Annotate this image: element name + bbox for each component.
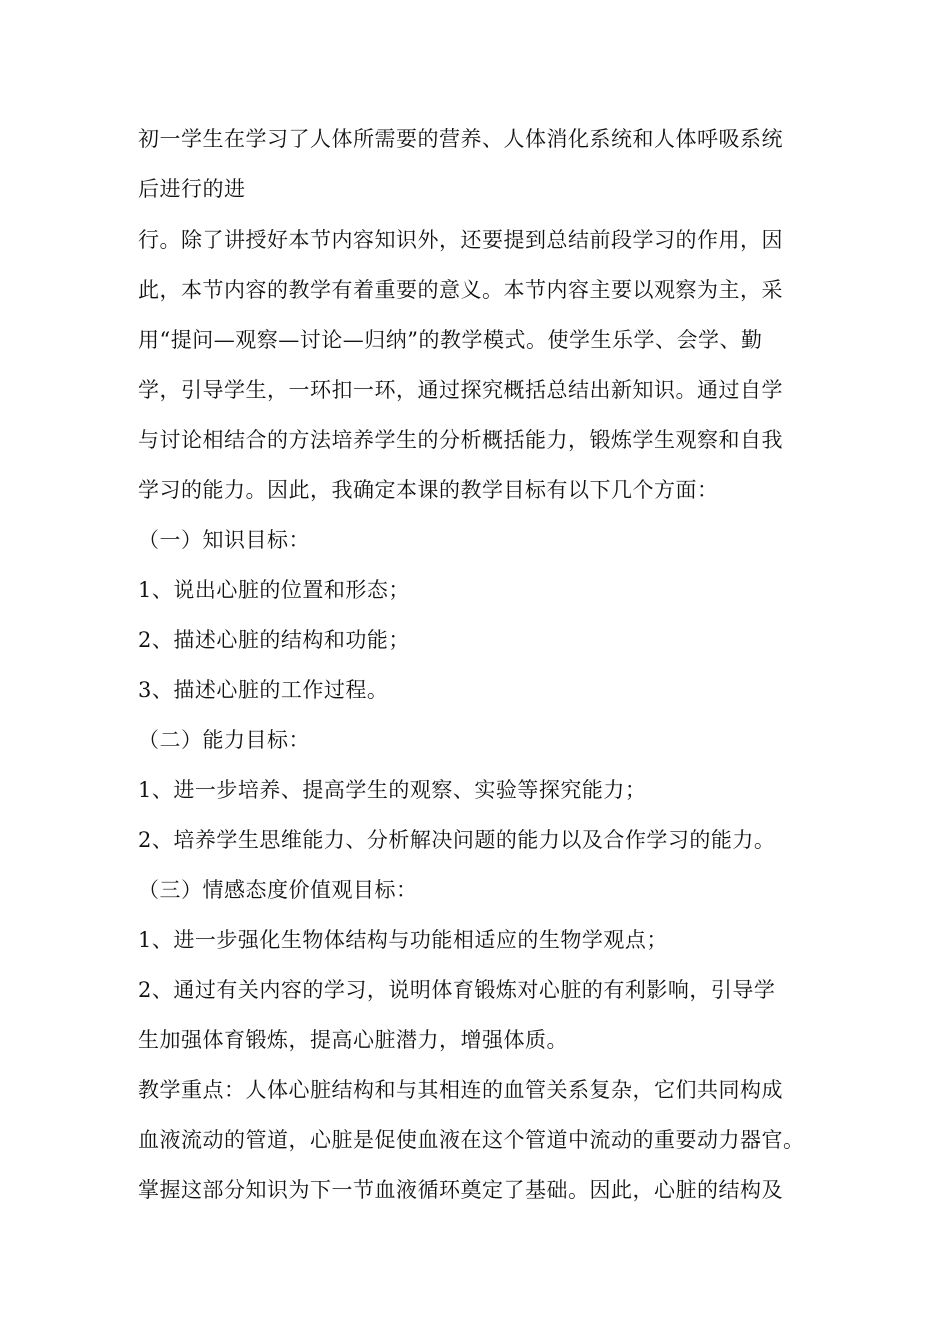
text-line: 此，本节内容的教学有着重要的意义。本节内容主要以观察为主，采 (138, 278, 783, 302)
text-line: 学习的能力。因此，我确定本课的教学目标有以下几个方面： (138, 478, 719, 502)
text-line: 教学重点：人体心脏结构和与其相连的血管关系复杂，它们共同构成 (138, 1078, 783, 1102)
section-heading-ability: （二）能力目标： (138, 728, 310, 752)
section-heading-knowledge: （一）知识目标： (138, 528, 310, 552)
text-line: 用“提问—观察—讨论—归纳”的教学模式。使学生乐学、会学、勤 (138, 328, 763, 352)
list-item: 2、描述心脏的结构和功能； (138, 628, 410, 652)
list-item: 2、培养学生思维能力、分析解决问题的能力以及合作学习的能力。 (138, 828, 776, 852)
text-line: 血液流动的管道，心脏是促使血液在这个管道中流动的重要动力器官。 (138, 1128, 805, 1152)
list-item: 1、进一步培养、提高学生的观察、实验等探究能力； (138, 778, 647, 802)
text-line: 后进行的进 (138, 177, 246, 201)
list-item: 2、通过有关内容的学习，说明体育锻炼对心脏的有利影响，引导学 (138, 978, 776, 1002)
text-line: 与讨论相结合的方法培养学生的分析概括能力，锻炼学生观察和自我 (138, 428, 783, 452)
section-heading-emotion: （三）情感态度价值观目标： (138, 878, 418, 902)
text-line: 生加强体育锻炼，提高心脏潜力，增强体质。 (138, 1028, 568, 1052)
text-line: 掌握这部分知识为下一节血液循环奠定了基础。因此，心脏的结构及 (138, 1178, 783, 1202)
text-line: 初一学生在学习了人体所需要的营养、人体消化系统和人体呼吸系统 (138, 127, 783, 151)
text-line: 行。除了讲授好本节内容知识外，还要提到总结前段学习的作用，因 (138, 228, 783, 252)
list-item: 1、说出心脏的位置和形态； (138, 578, 410, 602)
list-item: 3、描述心脏的工作过程。 (138, 678, 389, 702)
list-item: 1、进一步强化生物体结构与功能相适应的生物学观点； (138, 928, 668, 952)
text-line: 学，引导学生，一环扣一环，通过探究概括总结出新知识。通过自学 (138, 378, 783, 402)
